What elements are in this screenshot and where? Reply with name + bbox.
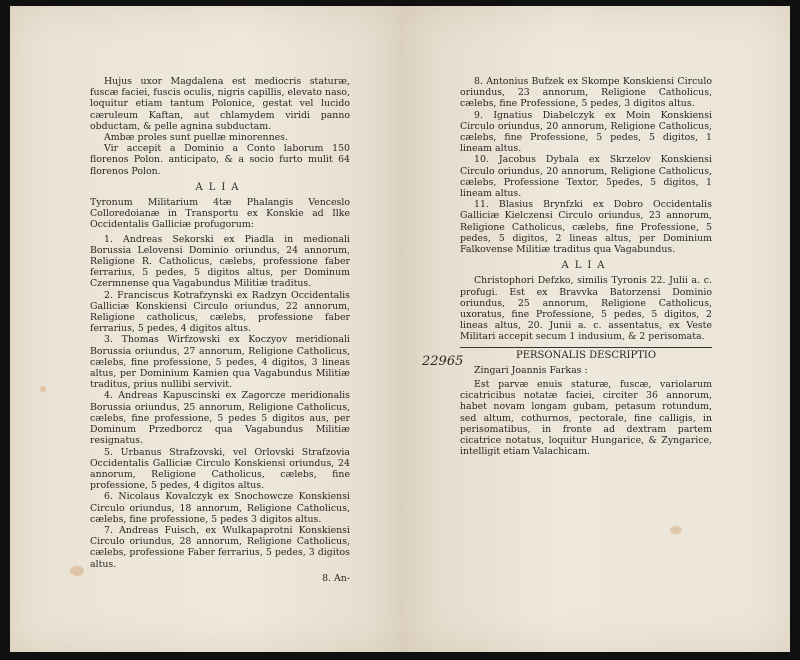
archive-number: 22965 [422, 354, 464, 369]
list-item: 11. Blasius Brynfzki ex Dobro Occidentalis Galliciæ Kielczensi Circulo oriundus, 23 annorum, Religione Catholicus, cælebs, fine Professione, 5 pedes, 5 digitos, 2 lineas altus, per Dominium Falkovense Militiæ traditus qua Vagabundus. [460, 199, 712, 256]
intro-paragraph: Tyronum Militarium 4tæ Phalangis Venceslo Colloredoianæ in Transportu ex Konskie ad Ilke Occidentalis Galliciæ profugorum: [90, 197, 350, 231]
foxing-spot [670, 526, 682, 534]
list-item: 1. Andreas Sekorski ex Piadla in medionali Borussia Lelovensi Dominio oriundus, 24 annorum, Religione R. Catholicus, cælebs, professione faber ferrarius, 5 pedes, 5 digitos altus, per Dominum Czermnense qua Vagabundus Militiæ traditus. [90, 233, 350, 290]
list-item: 8. Antonius Bufzek ex Skompe Konskiensi Circulo oriundus, 23 annorum, Religione Catholicus, cælebs, fine Professione, 5 pedes, 3 digitos altus. [460, 76, 712, 110]
list-item: 7. Andreas Fuisch, ex Wulkapaprotni Konskiensi Circulo oriundus, 28 annorum, Religione Catholicus, cælebs, professione Faber ferrarius, 5 pedes, 3 digitos altus. [90, 524, 350, 570]
list-item: 3. Thomas Wirfzowski ex Koczyov meridionali Borussia oriundus, 27 annorum, Religione Catholicus, cælebs, fine professione, 5 pedes, 4 digitos, 3 lineas altus, per Dominium Kamien qua Vagabundus Militiæ traditus, prius nullibi servivit. [90, 334, 350, 391]
list-item: 4. Andreas Kapuscinski ex Zagorcze meridionalis Borussia oriundus, 25 annorum, Religione Catholicus, cælebs, fine professione, 5 pedes 5 digitos aus, per Dominum Przedborcz qua Vagabundus Militiæ resignatus. [90, 390, 350, 447]
paragraph: Ambæ proles sunt puellæ minorennes. [104, 132, 288, 144]
paragraph: Vir accepit a Dominio a Conto laborum 150 florenos Polon. anticipato, & a socio furto mulit 64 florenos Polon. [90, 143, 350, 177]
paragraph: Christophori Defzko, similis Tyronis 22. Julii a. c. profugi. Est ex Bravvka Batorzensi Dominio oriundus, 25 annorum, Religione Catholicus, uxoratus, fine Professione, 5 pedes, 5 digitos, 2 lineas altus, 20. Junii a. c. assentatus, ex Veste Militari accepit secum 1 indusium, & 2 perisomata. [460, 275, 712, 343]
section-heading: ALIA [561, 260, 611, 272]
catchword: 8. An- [322, 572, 350, 584]
paragraph: Hujus uxor Magdalena est mediocris staturæ, fuscæ faciei, fuscis oculis, nigris capillis, elevato naso, loquitur etiam tantum Polonice, gestat vel lucido cæruleum Kaftan, aut chlamydem viridi panno obductam, & pelle agnina subductam. [90, 76, 350, 132]
list-item: 5. Urbanus Strafzovski, vel Orlovski Strafzovia Occidentalis Galliciæ Circulo Konskiensi oriundus, 24 annorum, Religione Catholicus, cælebs, fine professione, 5 pedes, 4 digitos altus. [90, 446, 350, 492]
foxing-spot [70, 566, 84, 576]
section-heading: ALIA [195, 181, 245, 193]
list-item: 2. Franciscus Kotrafzynski ex Radzyn Occidentalis Galliciæ Konskiensi Circulo oriundus, 22 annorum, Religione catholicus, cælebs, professione faber ferrarius, 5 pedes, 4 digitos altus. [90, 289, 350, 335]
list-item: 9. Ignatius Diabelczyk ex Moin Konskiensi Circulo oriundus, 20 annorum, Religione Catholicus, cælebs, fine Professione, 5 pedes, 5 digitos, 1 lineam altus. [460, 109, 712, 155]
foxing-spot [40, 386, 46, 392]
left-text-column [90, 76, 350, 584]
section-title: PERSONALIS DESCRIPTIO [515, 349, 657, 361]
subject-line: Zingari Joannis Farkas : [474, 364, 588, 376]
divider [460, 347, 712, 348]
description-paragraph: Est parvæ enuis staturæ, fuscæ, variolarum cicatricibus notatæ faciei, circiter 36 annorum, habet novam longam gubam, petasum rotundum, sed altum, cothurnos, pectorale, fine calligis, in perisomatibus, in fronte ad dextram partem cicatrice notatus, loquitur Hungarice, & Zyngarice, intelligit etiam Valachicam. [460, 379, 712, 458]
list-item: 6. Nicolaus Kovalczyk ex Snochowcze Konskiensi Circulo oriundus, 18 annorum, Religione Catholicus, cælebs, fine professione, 5 pedes 3 digitos altus. [90, 491, 350, 525]
list-item: 10. Jacobus Dybala ex Skrzelov Konskiensi Circulo oriundus, 20 annorum, Religione Catholicus, cælebs, Professione Textor, 5pedes, 5 digitos, 1 lineam altus. [460, 154, 712, 200]
right-page [400, 6, 790, 652]
left-page [10, 6, 400, 652]
right-text-column [460, 76, 712, 458]
